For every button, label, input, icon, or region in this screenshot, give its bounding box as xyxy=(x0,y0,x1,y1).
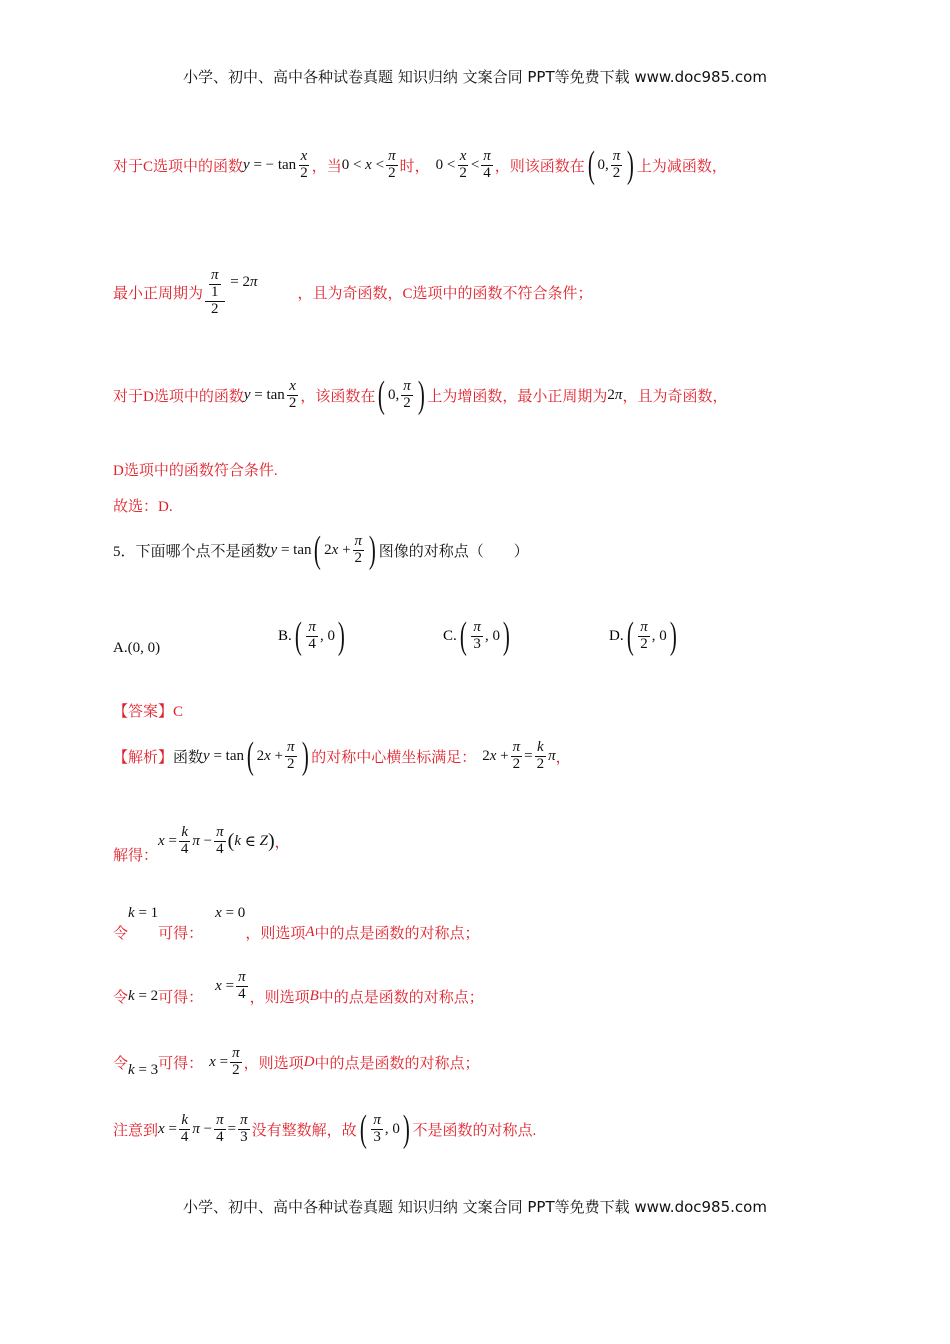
note-line: 注意到 x = $\frac{k}{4}$ π − $\frac{\pi}{4}$ = $\frac{\pi}{3}$ 没有整数解，故 ( $\frac{\pi}{3}$ , 0 ) 不是函数的对称点. xyxy=(113,1108,537,1150)
formula: y = − tan $\frac{x}{2}$ xyxy=(243,147,308,181)
period-line: 最小正周期为 $\frac{\frac{\pi}{1}}{2}$ = 2π ，且为奇函数，C选项中的函数不符合条件； xyxy=(113,267,593,317)
d-option-line: 对于D选项中的函数 y = tan $\frac{x}{2}$ ，该函数在 ( 0, $\frac{\pi}{2}$ ) 上为增函数，最小正周期为 2 π ，且为奇函数， xyxy=(113,374,728,416)
c-option-line: 对于C选项中的函数 y = − tan $\frac{x}{2}$ ，当 0 < x < $\frac{\pi}{2}$ 时， 0 < $\frac{x}{2}$ < $\frac{\pi}{4}$ ，则该函数在 ( 0, $\frac{\pi}{2}$ ) 上为减函数， xyxy=(113,144,727,186)
formula: 2 x + $\frac{\pi}{2}$ = $\frac{k}{2}$ π xyxy=(482,738,556,772)
formula: y = tan $\frac{x}{2}$ xyxy=(243,377,297,411)
formula: x = $\frac{\pi}{2}$ xyxy=(209,1045,240,1078)
pick-answer: 故选：D. xyxy=(113,499,173,515)
formula: 2 π xyxy=(607,386,623,403)
formula: y = tan ( 2 x + $\frac{\pi}{2}$ ) xyxy=(203,735,309,777)
formula: 0 < x < $\frac{\pi}{2}$ xyxy=(341,147,396,181)
formula: x = $\frac{\pi}{4}$ xyxy=(215,969,246,1002)
formula: 0 < $\frac{x}{2}$ < $\frac{\pi}{4}$ xyxy=(435,147,491,181)
formula: k = 3 xyxy=(128,1062,159,1078)
formula: x = 0 xyxy=(215,905,246,921)
answer: 【答案】C xyxy=(113,704,184,720)
option-a: A. (0, 0) xyxy=(113,640,161,656)
formula: x = $\frac{k}{4}$ π − $\frac{\pi}{4}$ ( k ∈ Z ) xyxy=(158,824,275,857)
k3-line: 令 k = 3 可得： x = $\frac{\pi}{2}$ ，则选项 D 中的点是函数的对称点； xyxy=(113,1045,480,1078)
option-b: B. ( $\frac{\pi}{4}$ , 0 ) xyxy=(278,615,345,657)
k2-line: 令 k = 2 可得： x = $\frac{\pi}{4}$ ，则选项 B 中的点是函数的对称点； xyxy=(113,969,484,1006)
formula: ( $\frac{\pi}{3}$ , 0 ) xyxy=(359,1108,410,1150)
formula: ( 0, $\frac{\pi}{2}$ ) xyxy=(378,374,425,416)
d-conclusion: D选项中的函数符合条件. xyxy=(113,463,278,479)
option-c: C. ( $\frac{\pi}{3}$ , 0 ) xyxy=(443,615,510,657)
solve-line: 解得： x = $\frac{k}{4}$ π − $\frac{\pi}{4}$ ( k ∈ Z ) ， xyxy=(113,824,290,864)
k1-line: 令 k = 1 可得： x = 0 ，则选项 A 中的点是函数的对称点； xyxy=(113,905,480,942)
formula: ( 0, $\frac{\pi}{2}$ ) xyxy=(587,144,635,186)
formula: y = tan ( 2 x + $\frac{\pi}{2}$ ) xyxy=(270,529,376,571)
option-d: D. ( $\frac{\pi}{2}$ , 0 ) xyxy=(609,615,677,657)
page-footer: 小学、初中、高中各种试卷真题 知识归纳 文案合同 PPT等免费下载 www.doc985.com xyxy=(183,1198,767,1216)
formula: $\frac{\frac{\pi}{1}}{2}$ = 2π xyxy=(203,268,258,317)
question-5: 5．下面哪个点不是函数 y = tan ( 2 x + $\frac{\pi}{2}$ ) 图像的对称点（ ） xyxy=(113,529,529,571)
formula: x = $\frac{k}{4}$ π − $\frac{\pi}{4}$ = $\frac{\pi}{3}$ xyxy=(158,1111,248,1145)
formula: k = 1 xyxy=(128,905,159,921)
analysis-line: 【解析】 函数 y = tan ( 2 x + $\frac{\pi}{2}$ ) 的对称中心横坐标满足： 2 x + $\frac{\pi}{2}$ = $\frac{k}{2}$ π ， xyxy=(113,735,571,777)
formula: k = 2 xyxy=(128,988,159,1004)
page-header: 小学、初中、高中各种试卷真题 知识归纳 文案合同 PPT等免费下载 www.doc985.com xyxy=(183,68,767,86)
